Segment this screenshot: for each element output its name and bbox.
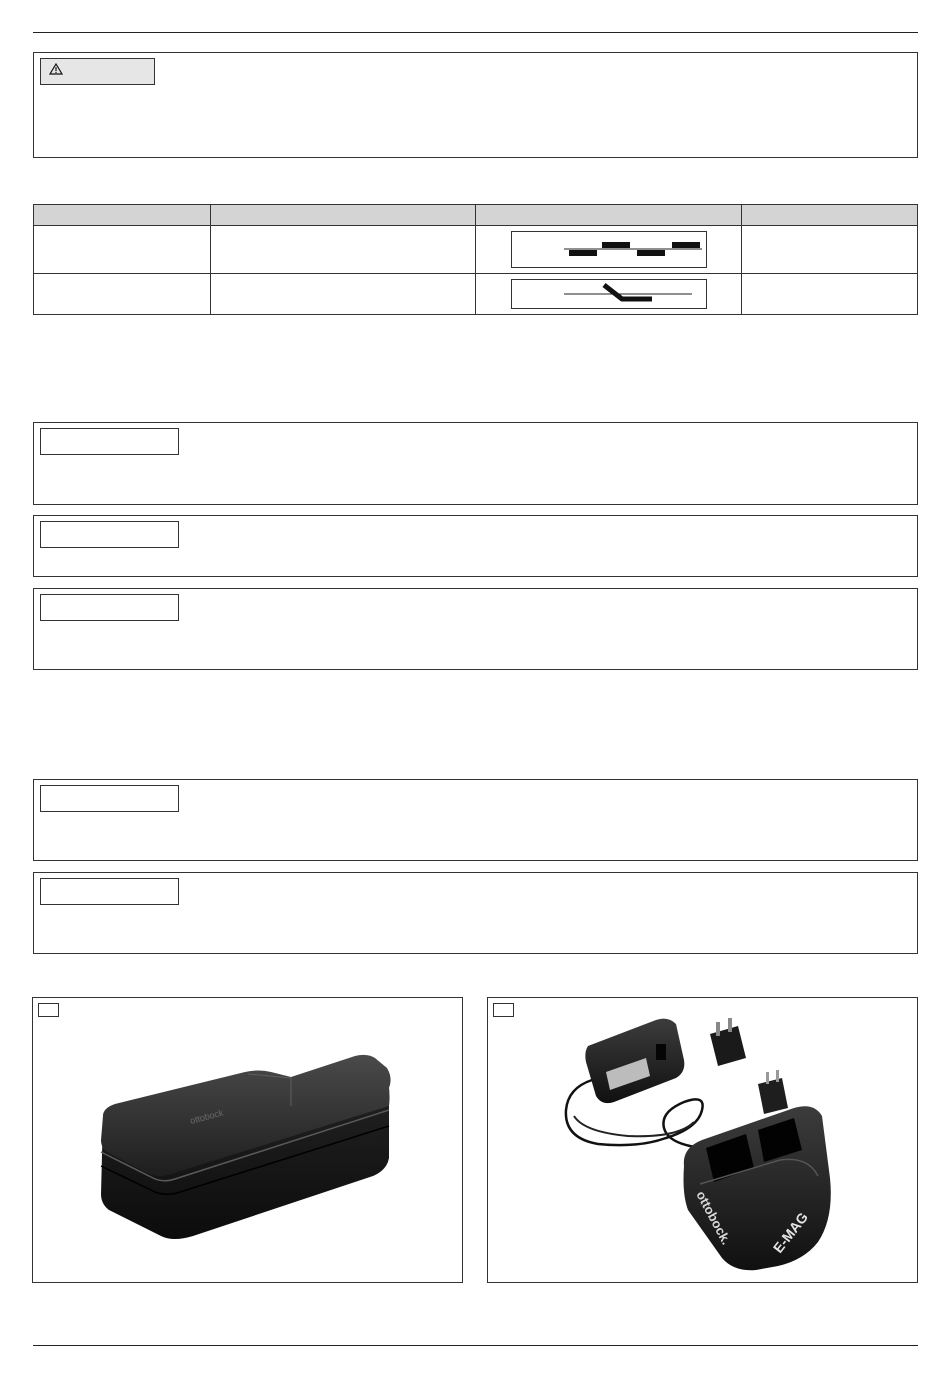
notice-box (33, 588, 918, 670)
notice-label (40, 594, 179, 621)
table-cell (34, 274, 211, 315)
top-rule (33, 32, 918, 33)
charger-model: E-MAG (769, 1209, 812, 1256)
signal-table (33, 204, 918, 315)
notice-box (33, 515, 918, 577)
bottom-rule (33, 1345, 918, 1346)
table-cell (210, 226, 476, 274)
battery-print: ottobock (188, 1107, 225, 1126)
table-cell (742, 274, 918, 315)
warning-triangle-icon (49, 59, 63, 84)
battery-pack-photo (33, 998, 462, 1282)
warning-box (33, 52, 918, 158)
notice-box (33, 779, 918, 861)
charger-brand: ottobock. (693, 1188, 735, 1248)
figure-charger (487, 997, 918, 1283)
header-cell (210, 205, 476, 226)
notice-label (40, 878, 179, 905)
signal-cell (476, 274, 742, 315)
header-cell (742, 205, 918, 226)
header-cell (476, 205, 742, 226)
table-cell (34, 226, 211, 274)
notice-box (33, 872, 918, 954)
table-row (34, 274, 918, 315)
table-cell (742, 226, 918, 274)
signal-table-header (34, 205, 918, 226)
signal-cell (476, 226, 742, 274)
charger-with-power-supply-photo (488, 998, 917, 1282)
pulsed-signal-pattern (511, 231, 707, 268)
notice-label (40, 785, 179, 812)
table-row (34, 226, 918, 274)
notice-box (33, 422, 918, 505)
notice-label (40, 428, 179, 455)
warning-label (40, 58, 155, 85)
table-cell (210, 274, 476, 315)
figure-battery (32, 997, 463, 1283)
ramp-signal-pattern (511, 279, 707, 309)
notice-label (40, 521, 179, 548)
header-cell (34, 205, 211, 226)
